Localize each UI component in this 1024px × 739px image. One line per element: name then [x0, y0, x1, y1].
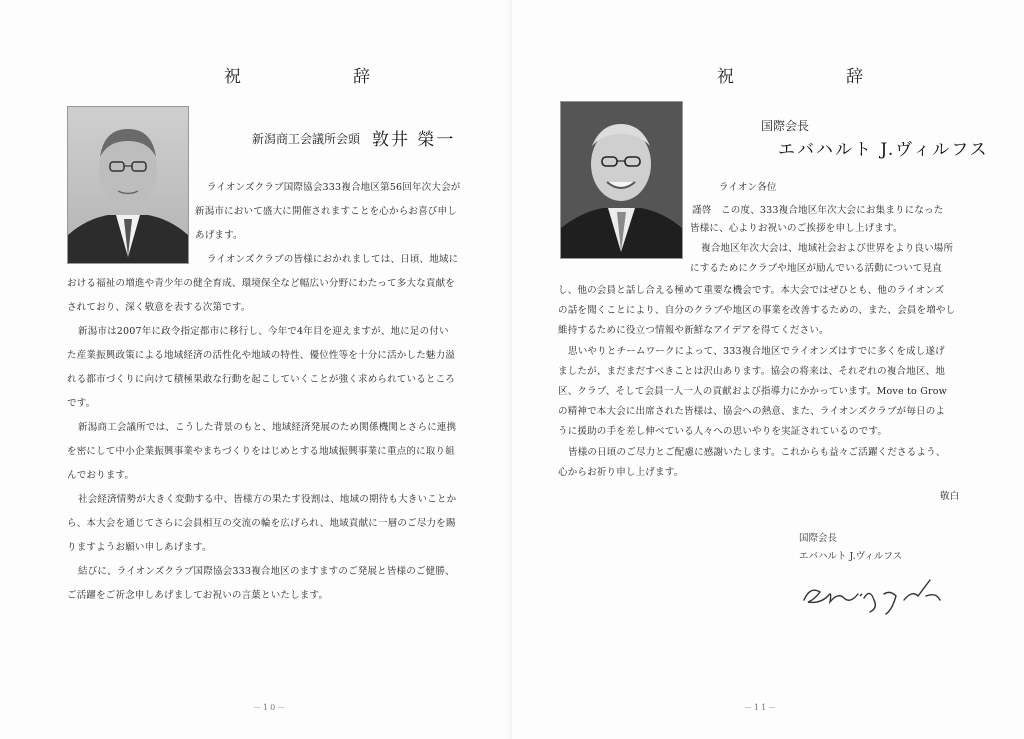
- portrait-photo-left: [67, 106, 189, 264]
- right-line: 謹啓 この度、333複合地区年次大会にお集まりになった: [692, 205, 944, 216]
- left-line: んでおります。: [67, 470, 135, 481]
- left-line: りますようお願い申しあげます。: [67, 542, 212, 553]
- right-line: 皆様の日頃のご尽力とご配慮に感謝いたします。これからも益々ご活躍くださるよう、: [568, 447, 946, 458]
- right-line: 維持するために役立つ情報や新鮮なアイデアを得てください。: [558, 325, 829, 336]
- portrait-left-image: [68, 107, 188, 263]
- left-line: 新潟商工会議所では、こうした背景のもと、地域経済発展のため関係機関とさらに連携: [78, 422, 457, 433]
- portrait-photo-right: [560, 101, 683, 259]
- signature-role: 国際会長: [799, 533, 838, 544]
- right-line: にするためにクラブや地区が励んでいる活動について見直: [690, 263, 943, 274]
- right-heading: 祝 辞: [717, 67, 889, 87]
- left-line: ライオンズクラブの皆様におかれましては、日頃、地域に: [207, 254, 459, 265]
- right-line: 心からお祈り申し上げます。: [558, 467, 684, 478]
- right-line: うに援助の手を差し伸べている人々への思いやりを実証されているのです。: [558, 426, 888, 437]
- left-line: 新潟市において盛大に開催されますことを心からお喜び申し: [195, 206, 457, 217]
- left-line: れる都市づくりに向けて積極果敢な行動を起こしていくことが強く求められているところ: [67, 374, 456, 385]
- right-line: の話を聞くことにより、自分のクラブや地区の事業を改善するための、また、会員を増やし: [558, 305, 956, 316]
- right-line: ましたが、まだまだすべきことは沢山あります。協会の将来は、それぞれの複合地区、地: [558, 366, 946, 377]
- left-line: おける福祉の増進や青少年の健全育成、環境保全など幅広い分野にわたって多大な貢献を: [67, 278, 456, 289]
- right-line: 区、クラブ、そして会員一人一人の貢献および指導力にかかっています。Move to Grow: [558, 386, 947, 397]
- right-page: [512, 0, 1024, 739]
- left-line: ら、本大会を通じてさらに会員相互の交流の輪を広げられ、地域貢献に一層のご尽力を賜: [67, 518, 456, 529]
- signature-name: エバハルト J.ヴィルフス: [799, 551, 903, 562]
- left-line: です。: [67, 398, 96, 409]
- left-line: 社会経済情勢が大きく変動する中、皆様方の果たす役割は、地域の期待も大きいことか: [78, 494, 457, 505]
- right-page-number: －11－: [744, 703, 779, 712]
- right-line: 複合地区年次大会は、地域社会および世界をより良い場所: [701, 243, 954, 254]
- left-line: あげます。: [195, 230, 243, 241]
- left-line: 新潟市は2007年に政令指定都市に移行し、今年で4年目を迎えますが、地に足の付い: [78, 326, 449, 337]
- left-line: されており、深く敬意を表する次第です。: [67, 302, 251, 313]
- right-affiliation: 国際会長: [761, 119, 810, 133]
- left-name: 敦井 榮一: [372, 130, 456, 150]
- closing-text: 敬白: [940, 491, 960, 502]
- right-line: の精神で本大会に出席された皆様は、協会への熱意、また、ライオンズクラブが毎日のよ: [558, 406, 946, 417]
- left-line: ライオンズクラブ国際協会333複合地区第56回年次大会が: [207, 182, 461, 193]
- right-line: 思いやりとチームワークによって、333複合地区でライオンズはすでに多くを成し遂げ: [568, 346, 945, 357]
- left-line: ご活躍をご祈念申しあげましてお祝いの言葉といたします。: [67, 590, 329, 601]
- left-page-number: －10－: [253, 703, 288, 712]
- right-name: エバハルト J.ヴィルフス: [778, 140, 989, 160]
- left-line: 結びに、ライオンズクラブ国際協会333複合地区のますますのご発展と皆様のご健勝、: [78, 566, 455, 577]
- left-line: を密にして中小企業振興事業やまちづくりをはじめとする地域振興事業に重点的に取り組: [67, 446, 455, 457]
- right-line: ライオン各位: [719, 182, 777, 193]
- left-heading: 祝 辞: [224, 67, 396, 87]
- portrait-right-image: [561, 102, 682, 258]
- handwritten-signature: [800, 570, 960, 620]
- left-line: た産業振興政策による地域経済の活性化や地域の特性、優位性等を十分に活かした魅力溢: [67, 350, 456, 361]
- right-line: し、他の会員と話し合える極めて重要な機会です。本大会ではぜひとも、他のライオンズ: [558, 285, 945, 296]
- right-line: 皆様に、心よりお祝いのご挨拶を申し上げます。: [690, 223, 903, 234]
- left-affiliation: 新潟商工会議所会頭: [252, 132, 361, 146]
